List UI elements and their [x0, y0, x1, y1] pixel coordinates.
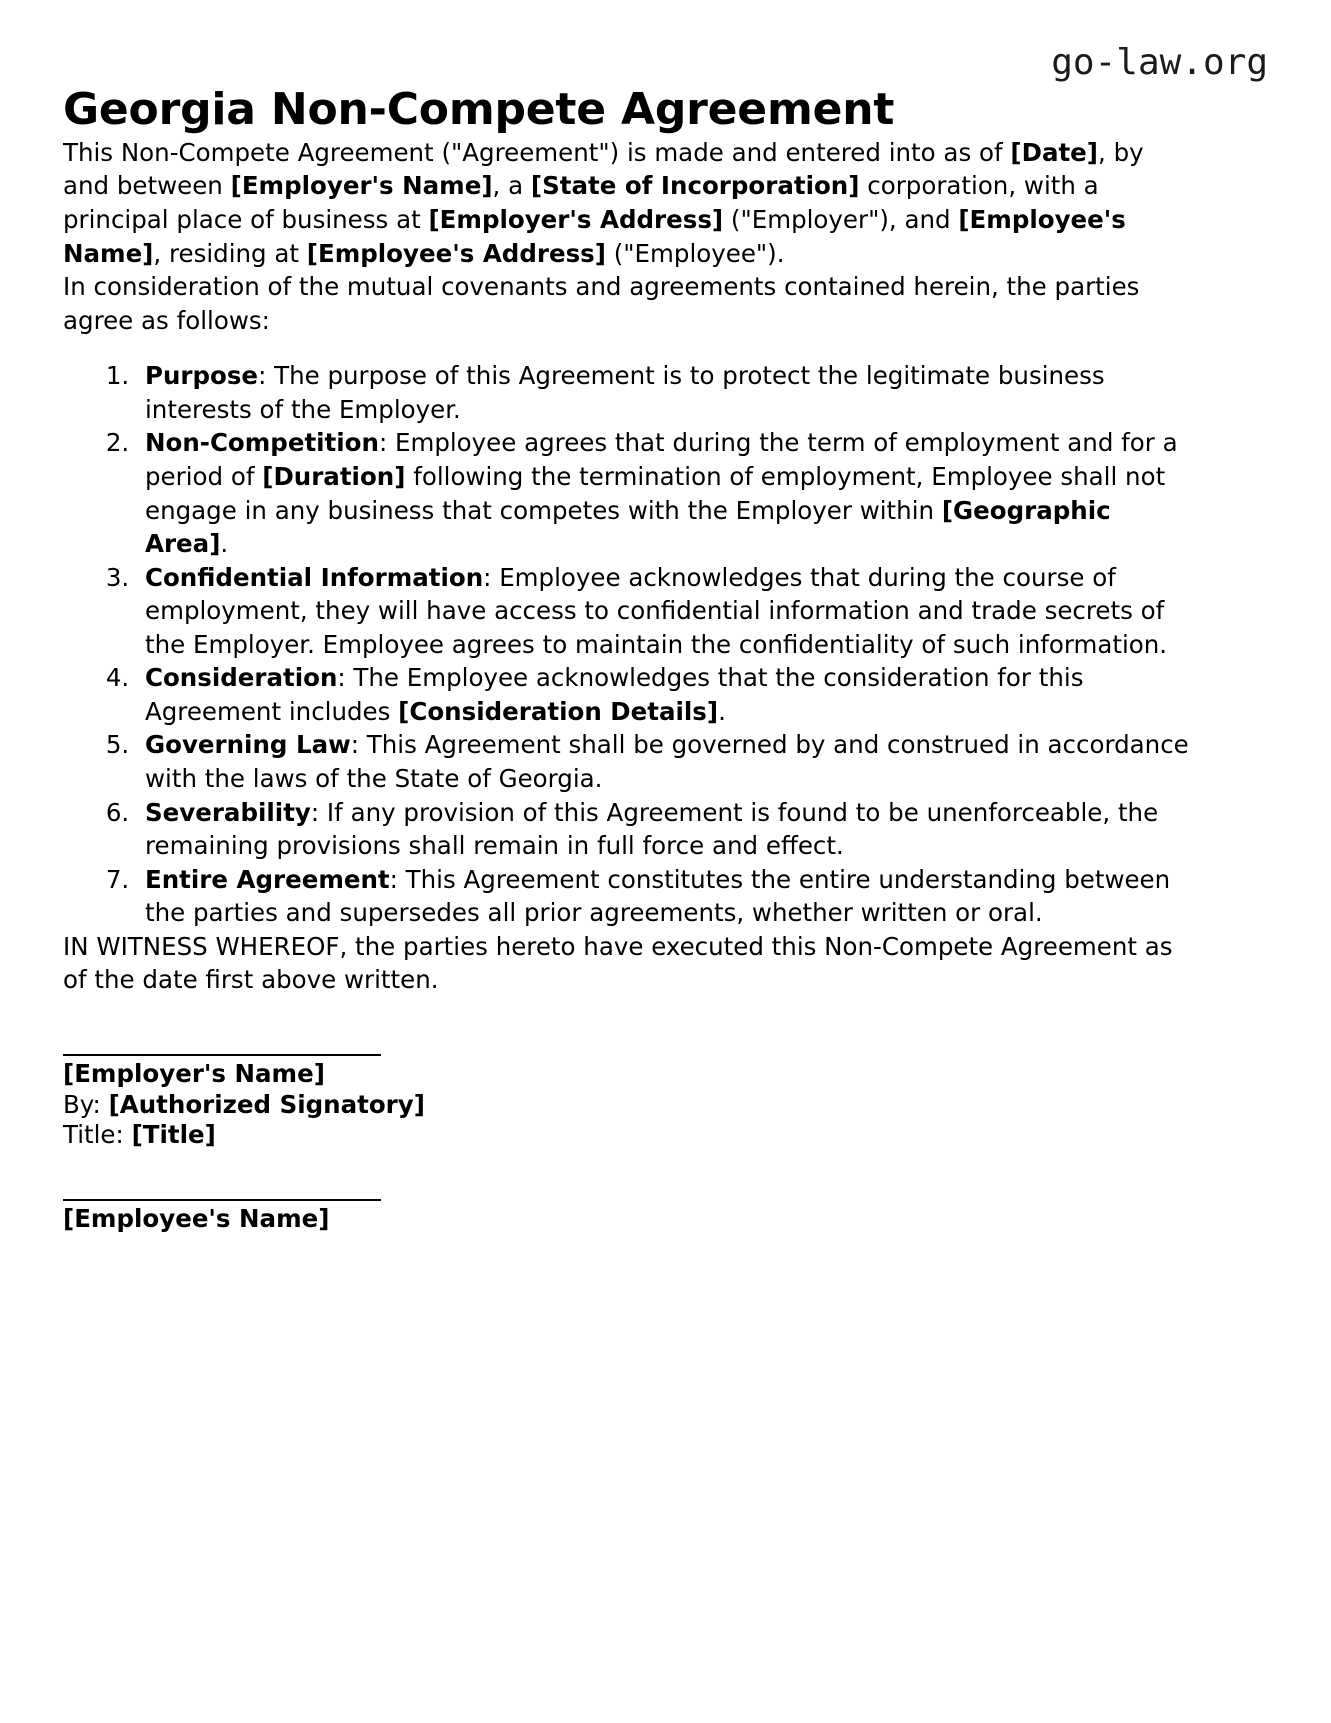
clause-heading: Governing Law	[145, 730, 351, 760]
witness-paragraph: IN WITNESS WHEREOF, the parties hereto have executed this Non-Compete Agreement as of the date first above written.	[63, 931, 1173, 995]
signature-line	[63, 1199, 381, 1201]
placeholder-employer-name: [Employer's Name]	[230, 171, 493, 201]
placeholder-employer-address: [Employer's Address]	[428, 205, 724, 235]
clause-heading: Non-Competition	[145, 428, 379, 458]
by-label: By:	[63, 1089, 109, 1119]
signature-line	[63, 1054, 381, 1056]
clause-text-middle: following the termination of employment, Employee shall not engage in any business that competes with the Employer within	[145, 461, 1166, 525]
list-item	[137, 863, 1191, 930]
placeholder-geographic-area: [Geographic Area]	[145, 495, 1111, 559]
clause-text-after: .	[220, 529, 229, 559]
clause-text: : This Agreement shall be governed by and construed in accordance with the laws of the State of Georgia.	[145, 730, 1189, 794]
intro-text-6: , residing at	[153, 238, 307, 268]
list-item	[137, 561, 1191, 662]
placeholder-employee-name: [Employee's Name]	[63, 1203, 330, 1233]
intro-text-2: , by and between	[63, 137, 1144, 201]
clause-text-middle: .	[718, 696, 726, 726]
clause-heading: Purpose	[145, 361, 259, 391]
list-item	[137, 359, 1191, 426]
clause-heading: Entire Agreement	[145, 864, 390, 894]
placeholder-employer-name: [Employer's Name]	[63, 1058, 325, 1088]
intro-paragraph	[63, 136, 1191, 270]
clause-text: : If any provision of this Agreement is found to be unenforceable, the remaining provisions shall remain in full force and effect.	[145, 797, 1159, 861]
intro-text-5: ("Employer"), and	[723, 205, 959, 235]
placeholder-duration: [Duration]	[262, 461, 406, 491]
employer-title-row	[63, 1120, 1191, 1151]
clause-list	[63, 359, 1191, 930]
clause-text: : Employee acknowledges that during the course of employment, they will have access to confidential information and trade secrets of the Employer. Employee agrees to maintain the confidentiality of such information.	[145, 562, 1168, 659]
intro-text-1: This Non-Compete Agreement ("Agreement") is made and entered into as of	[63, 137, 1011, 167]
clause-heading: Confidential Information	[145, 562, 484, 592]
placeholder-consideration-details: [Consideration Details]	[398, 696, 719, 726]
list-item	[137, 728, 1191, 795]
placeholder-title: [Title]	[131, 1120, 216, 1150]
clause-text: : Employee agrees that during the term of employment and for a period of	[145, 428, 1178, 491]
employee-name-row	[63, 1204, 1191, 1235]
page-title: Georgia Non-Compete Agreement	[63, 84, 895, 135]
employee-signature-block	[63, 1199, 1191, 1235]
employer-name-row	[63, 1059, 1191, 1090]
intro-text-4: corporation, with a principal place of business at	[63, 171, 1099, 235]
list-item	[137, 796, 1191, 863]
clause-text: : The Employee acknowledges that the consideration for this Agreement includes	[145, 663, 1084, 726]
intro-text-3: , a	[492, 171, 531, 201]
document-content	[63, 0, 1191, 1234]
list-item	[137, 661, 1191, 728]
clause-text: : This Agreement constitutes the entire understanding between the parties and supersedes all prior agreements, whether written or oral.	[145, 864, 1171, 928]
intro-text-7: ("Employee").	[605, 238, 785, 268]
clause-heading: Consideration	[145, 663, 338, 693]
clause-text: : The purpose of this Agreement is to protect the legitimate business interests of the Employer.	[145, 361, 1105, 424]
placeholder-employee-name: [Employee's Name]	[63, 205, 1126, 268]
list-item	[137, 426, 1191, 560]
clause-heading: Severability	[145, 797, 311, 827]
placeholder-date: [Date]	[1010, 137, 1098, 167]
placeholder-authorized-signatory: [Authorized Signatory]	[108, 1089, 425, 1119]
employer-by-row	[63, 1090, 1191, 1121]
consideration-paragraph: In consideration of the mutual covenants and agreements contained herein, the parties agree as follows:	[63, 272, 1140, 335]
title-label: Title:	[63, 1120, 132, 1150]
site-watermark: go-law.org	[1051, 42, 1268, 83]
placeholder-state-of-incorporation: [State of Incorporation]	[530, 171, 860, 201]
employer-signature-block	[63, 1054, 1191, 1151]
placeholder-employee-address: [Employee's Address]	[306, 238, 606, 268]
